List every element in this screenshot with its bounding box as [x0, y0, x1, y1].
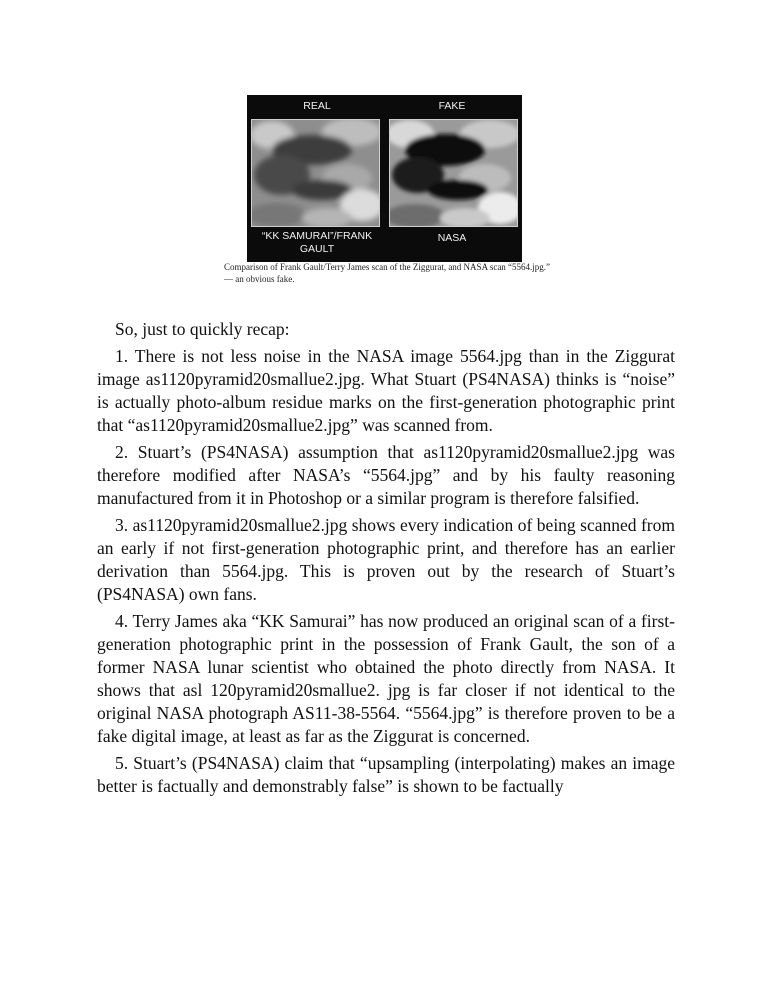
recap-item-4: 4. Terry James aka “KK Samurai” has now produced an original scan of a first-generation photographic print in the possession of Frank Gault, the son of a former NASA lunar scientist who obtained the photo directly from NASA. It shows that asl 120pyramid20smallue2. jpg is far closer if not identical to the original NASA photograph AS11-38-5564. “5564.jpg” is therefore proven to be a fake digital image, at least as far as the Ziggurat is concerned.: [97, 611, 675, 746]
recap-item-2: 2. Stuart’s (PS4NASA) assumption that as1120pyramid20smallue2.jpg was therefore modified after NASA’s “5564.jpg” and by his faulty reasoning manufactured from it in Photoshop or a similar program is therefore falsified.: [97, 442, 675, 508]
fake-lunar-photo: [389, 119, 518, 227]
label-nasa: NASA: [437, 232, 467, 244]
label-fake: FAKE: [438, 100, 466, 112]
recap-item-3: 3. as1120pyramid20smallue2.jpg shows every indication of being scanned from an early if not first-generation photographic print, and therefore has an earlier derivation than 5564.jpg. This is proven out by the research of Stuart’s (PS4NASA) own fans.: [97, 515, 675, 604]
recap-paragraph-block: [97, 318, 675, 341]
comparison-figure: [247, 95, 522, 262]
real-lunar-photo: [251, 119, 380, 227]
recap-list: [97, 345, 675, 802]
label-real: REAL: [303, 100, 331, 112]
label-kk-samurai-frank-gault: “KK SAMURAI”/FRANK GAULT: [261, 230, 373, 255]
figure-caption: Comparison of Frank Gault/Terry James scan of the Ziggurat, and NASA scan “5564.jpg.” — an obvious fake.: [224, 262, 551, 284]
recap-item-5: 5. Stuart’s (PS4NASA) claim that “upsampling (interpolating) makes an image better is factually and demonstrably false” is shown to be factually: [97, 753, 675, 796]
recap-item-1: 1. There is not less noise in the NASA image 5564.jpg than in the Ziggurat image as1120pyramid20smallue2.jpg. What Stuart (PS4NASA) thinks is “noise” is actually photo-album residue marks on the first-generation photographic print that “as1120pyramid20smallue2.jpg” was scanned from.: [97, 346, 675, 435]
recap-paragraph: So, just to quickly recap:: [115, 319, 290, 339]
